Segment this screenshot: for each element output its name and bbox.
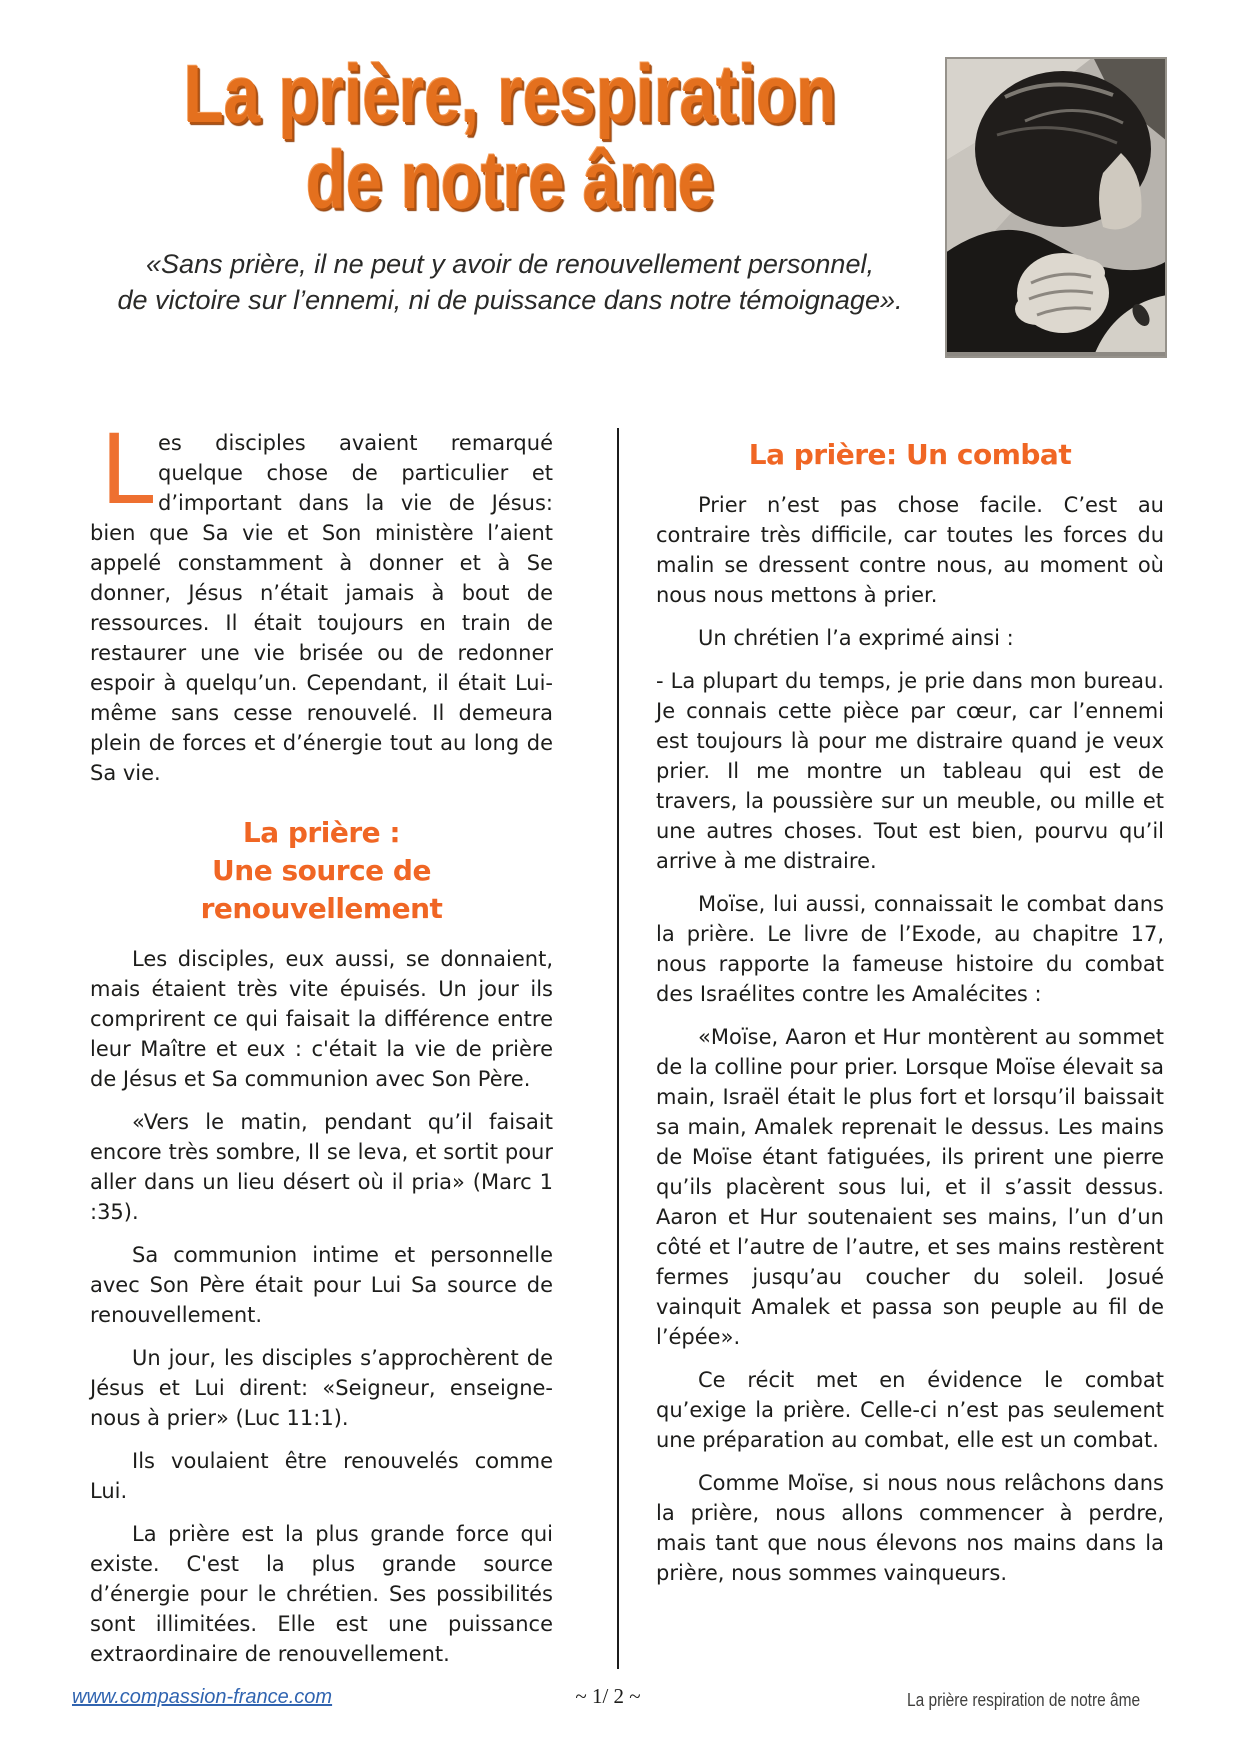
section-heading-combat: La prière: Un combat (748, 438, 1072, 471)
drop-cap-letter: L (100, 414, 154, 526)
left-column (90, 414, 553, 1669)
paragraph: Un chrétien l’a exprimé ainsi : (698, 626, 1014, 650)
paragraph: «Moïse, Aaron et Hur montèrent au sommet de la colline pour prier. Lorsque Moïse élevait sa main, Israël était le plus fort et lorsqu’il baissait sa main, Amalek reprenait le dessus. Les mains de Moïse étant fatiguées, ils prirent une pierre qu’ils placèrent sous lui, et il s’assit dessus. Aaron et Hur soutenaient ses mains, l’un d’un côté et l’autre de l’autre, et ses mains restèrent fermes jusqu’au coucher du soleil. Josué vainquit Amalek et passa son peuple au fil de l’épée». (656, 1025, 1164, 1349)
paragraph: Comme Moïse, si nous nous relâchons dans la prière, nous allons commencer à perdre, mais tant que nous élevons nos mains dans la prière, nous sommes vainqueurs. (656, 1471, 1164, 1585)
paragraph: Les disciples, eux aussi, se donnaient, mais étaient très vite épuisés. Un jour ils comprirent ce qui faisait la différence entre leur Maître et eux : c'était la vie de prière de Jésus et Sa communion avec Son Père. (90, 947, 553, 1091)
praying-person-photo (945, 57, 1167, 358)
paragraph: «Vers le matin, pendant qu’il faisait encore très sombre, Il se leva, et sortit pour aller dans un lieu désert où il pria» (Marc 1 :35). (90, 1110, 553, 1224)
section-heading-line1: La prière : (242, 816, 401, 849)
opening-paragraph (90, 414, 553, 788)
subtitle-quote-line2: de victoire sur l’ennemi, ni de puissance dans notre témoignage». (117, 285, 903, 315)
page-number: ~ 1/ 2 ~ (575, 1684, 641, 1708)
page-title-line2: de notre âme (305, 135, 715, 226)
article-body (90, 414, 1164, 1669)
paragraph: Un jour, les disciples s’approchèrent de Jésus et Lui dirent: «Seigneur, enseigne- nous à prier» (Luc 11:1). (90, 1346, 553, 1430)
right-column (656, 428, 1164, 1669)
paragraph: Ce récit met en évidence le combat qu’exige la prière. Celle-ci n’est pas seulement une préparation au combat, elle est un combat. (656, 1368, 1164, 1452)
section-heading-renouvellement (90, 814, 553, 928)
paragraph: Moïse, lui aussi, connaissait le combat dans la prière. Le livre de l’Exode, au chapitre 17, nous rapporte la fameuse histoire du combat des Israélites contre les Amalécites : (656, 892, 1164, 1006)
paragraph: Sa communion intime et personnelle avec Son Père était pour Lui Sa source de renouvellement. (90, 1243, 553, 1327)
footer-document-title: La prière respiration de notre âme (906, 1690, 1140, 1710)
paragraph: La prière est la plus grande force qui existe. C'est la plus grande source d’énergie pour le chrétien. Ses possibilités sont illimitées. Elle est une puissance extraordinaire de renouvellement. (90, 1522, 553, 1666)
column-divider (617, 428, 619, 1669)
section-heading-line2: Une source de renouvellement (200, 854, 443, 925)
subtitle-quote-line1: «Sans prière, il ne peut y avoir de renouvellement personnel, (146, 249, 874, 279)
paragraph: - La plupart du temps, je prie dans mon bureau. Je connais cette pièce par cœur, car l’ennemi est toujours là pour me distraire quand je veux prier. Il me montre un tableau qui est de travers, la poussière sur un meuble, ou mille et une autres choses. Tout est bien, pourvu qu’il arrive à me distraire. (656, 669, 1164, 873)
paragraph: Prier n’est pas chose facile. C’est au contraire très difficile, car toutes les forces du malin se dressent contre nous, au moment où nous nous mettons à prier. (656, 493, 1164, 607)
page-title (60, 49, 960, 226)
paragraph: Ils voulaient être renouvelés comme Lui. (90, 1449, 553, 1503)
subtitle-quote (60, 246, 960, 318)
page-title-line1: La prière, respiration (183, 49, 837, 140)
website-link[interactable]: www.compassion-france.com (72, 1686, 333, 1708)
opening-paragraph-text: es disciples avaient remarqué quelque chose de particulier et d’important dans la vie de Jésus: bien que Sa vie et Son ministère l’aient appelé constamment à donner et à Se donner, Jésus n’était jamais à bout de ressources. Il était toujours en train de restaurer une vie brisée ou de redonner espoir à quelqu’un. Cependant, il était Lui-même sans cesse renouvelé. Il demeura plein de forces et d’énergie tout au long de Sa vie. (90, 431, 553, 785)
